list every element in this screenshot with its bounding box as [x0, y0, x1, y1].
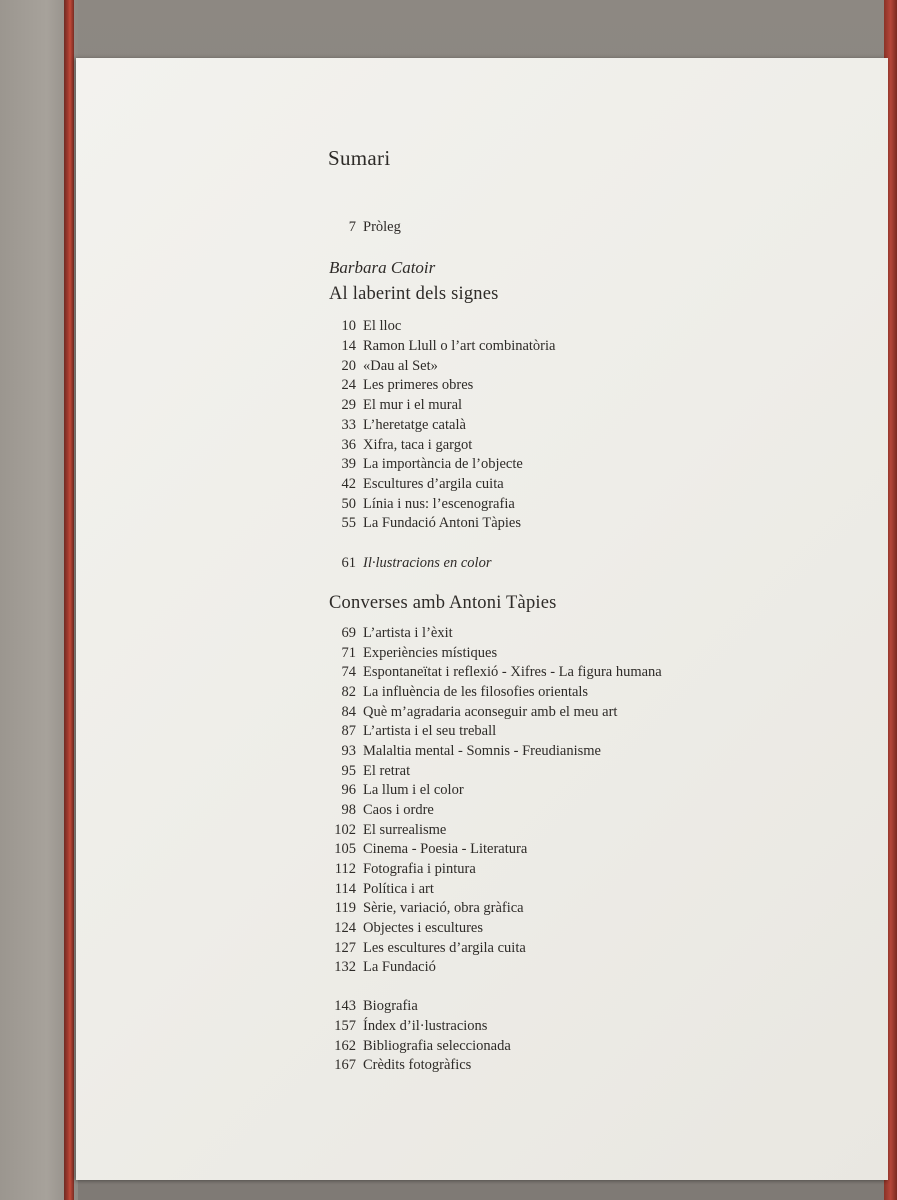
toc-entry-title: El lloc	[363, 318, 402, 334]
toc-page-number: 20	[341, 358, 356, 374]
toc-entry	[256, 742, 601, 761]
toc-page-number: 50	[341, 496, 356, 512]
toc-entry	[256, 624, 453, 643]
toc-page-number: 39	[341, 456, 356, 472]
toc-entry	[256, 514, 521, 533]
toc-page-number: 93	[341, 743, 356, 759]
toc-page-number: 98	[341, 802, 356, 818]
toc-entry	[256, 762, 410, 781]
toc-page-number: 29	[341, 397, 356, 413]
toc-entry-title: Xifra, taca i gargot	[363, 437, 473, 453]
toc-page-number: 124	[334, 920, 356, 936]
toc-entry	[256, 337, 555, 356]
toc-entry	[256, 939, 526, 958]
toc-entry-title: Espontaneïtat i reflexió - Xifres - La figura humana	[363, 664, 662, 680]
toc-entry	[256, 1056, 471, 1075]
toc-entry-title: Crèdits fotogràfics	[363, 1057, 472, 1073]
toc-page-number: 127	[334, 940, 356, 956]
toc-entry-title: Cinema - Poesia - Literatura	[363, 841, 528, 857]
toc-entry	[256, 801, 434, 820]
toc-entry	[256, 436, 472, 455]
toc-entry-title: Pròleg	[363, 219, 401, 235]
toc-entry	[256, 376, 473, 395]
toc-entry-illustrations	[256, 554, 491, 573]
toc-entry-title: Caos i ordre	[363, 802, 434, 818]
page-title: Sumari	[328, 146, 391, 170]
toc-entry	[256, 958, 436, 977]
toc-entry	[256, 880, 434, 899]
toc-page-number: 96	[341, 782, 356, 798]
toc-page-number: 143	[334, 998, 356, 1014]
toc-entry-title: Bibliografia seleccionada	[363, 1038, 511, 1054]
toc-entry-title: L’heretatge català	[363, 417, 466, 433]
toc-page-number: 33	[341, 417, 356, 433]
toc-entry	[256, 495, 515, 514]
toc-entry	[256, 997, 418, 1016]
toc-entry	[256, 416, 466, 435]
toc-entry-title: La Fundació Antoni Tàpies	[363, 515, 521, 531]
toc-page-number: 14	[341, 338, 356, 354]
toc-page-number: 84	[341, 704, 356, 720]
toc-entry-title: La Fundació	[363, 959, 436, 975]
toc-entry	[256, 703, 617, 722]
toc-page-number: 74	[341, 664, 356, 680]
toc-entry	[256, 860, 476, 879]
toc-entry	[256, 1037, 511, 1056]
toc-page-number: 157	[334, 1018, 356, 1034]
toc-page-number: 95	[341, 763, 356, 779]
toc-entry-title: Malaltia mental - Somnis - Freudianisme	[363, 743, 601, 759]
toc-entry-title: Objectes i escultures	[363, 920, 483, 936]
toc-page-number: 42	[341, 476, 356, 492]
toc-entry	[256, 475, 504, 494]
toc-page-number: 105	[334, 841, 356, 857]
toc-entry-title: Línia i nus: l’escenografia	[363, 496, 515, 512]
toc-entry-title: Ramon Llull o l’art combinatòria	[363, 338, 556, 354]
toc-entry-title: La llum i el color	[363, 782, 464, 798]
toc-entry	[256, 357, 438, 376]
toc-entry-title: La influència de les filosofies orientals	[363, 684, 589, 700]
toc-page-number: 87	[341, 723, 356, 739]
toc-entry-title: Escultures d’argila cuita	[363, 476, 504, 492]
toc-entry	[256, 644, 497, 663]
toc-entry-prologue	[256, 218, 401, 237]
toc-page-number: 10	[341, 318, 356, 334]
toc-page-number: 7	[348, 219, 356, 235]
toc-entry-title: El surrealisme	[363, 822, 447, 838]
toc-entry	[256, 455, 523, 474]
toc-entry-title: Política i art	[363, 881, 434, 897]
toc-page-number: 112	[334, 861, 356, 877]
toc-page-number: 36	[341, 437, 356, 453]
toc-entry-title: Biografia	[363, 998, 418, 1014]
toc-entry-title: Què m’agradaria aconseguir amb el meu art	[363, 704, 618, 720]
section-title-part1: Al laberint dels signes	[329, 284, 499, 304]
toc-page-number: 119	[334, 900, 356, 916]
toc-entry-title: Les escultures d’argila cuita	[363, 940, 526, 956]
toc-page-number: 24	[341, 377, 356, 393]
toc-entry	[256, 683, 588, 702]
toc-entry-title: Les primeres obres	[363, 377, 474, 393]
toc-entry-title: Experiències místiques	[363, 645, 498, 661]
toc-entry	[256, 722, 496, 741]
toc-entry-title: L’artista i el seu treball	[363, 723, 497, 739]
toc-entry	[256, 899, 524, 918]
toc-entry-title: Índex d’il·lustracions	[363, 1018, 488, 1034]
toc-entry-title: El retrat	[363, 763, 411, 779]
toc-page-number: 114	[334, 881, 356, 897]
book-page	[76, 58, 888, 1180]
toc-page-number: 162	[334, 1038, 356, 1054]
toc-page-number: 132	[334, 959, 356, 975]
toc-page-number: 167	[334, 1057, 356, 1073]
toc-entry	[256, 396, 462, 415]
toc-entry	[256, 919, 483, 938]
toc-entry-title: Sèrie, variació, obra gràfica	[363, 900, 524, 916]
toc-entry-title: La importància de l’objecte	[363, 456, 523, 472]
toc-page-number: 82	[341, 684, 356, 700]
toc-entry-title: Il·lustracions en color	[363, 555, 492, 571]
toc-entry-title: L’artista i l’èxit	[363, 625, 453, 641]
toc-entry	[256, 663, 662, 682]
section-title-part2: Converses amb Antoni Tàpies	[329, 593, 557, 613]
toc-entry-title: El mur i el mural	[363, 397, 463, 413]
book-spine-edge	[64, 0, 74, 1200]
toc-page-number: 61	[341, 555, 356, 571]
toc-page-number: 69	[341, 625, 356, 641]
toc-entry	[256, 840, 527, 859]
toc-entry	[256, 781, 464, 800]
toc-page-number: 55	[341, 515, 356, 531]
table-of-contents	[76, 58, 888, 1180]
toc-page-number: 71	[341, 645, 356, 661]
toc-page-number: 102	[334, 822, 356, 838]
toc-entry	[256, 1017, 487, 1036]
toc-entry-title: «Dau al Set»	[363, 358, 438, 374]
toc-entry	[256, 317, 401, 336]
toc-entry	[256, 821, 446, 840]
toc-entry-title: Fotografia i pintura	[363, 861, 476, 877]
section-author: Barbara Catoir	[329, 258, 436, 277]
